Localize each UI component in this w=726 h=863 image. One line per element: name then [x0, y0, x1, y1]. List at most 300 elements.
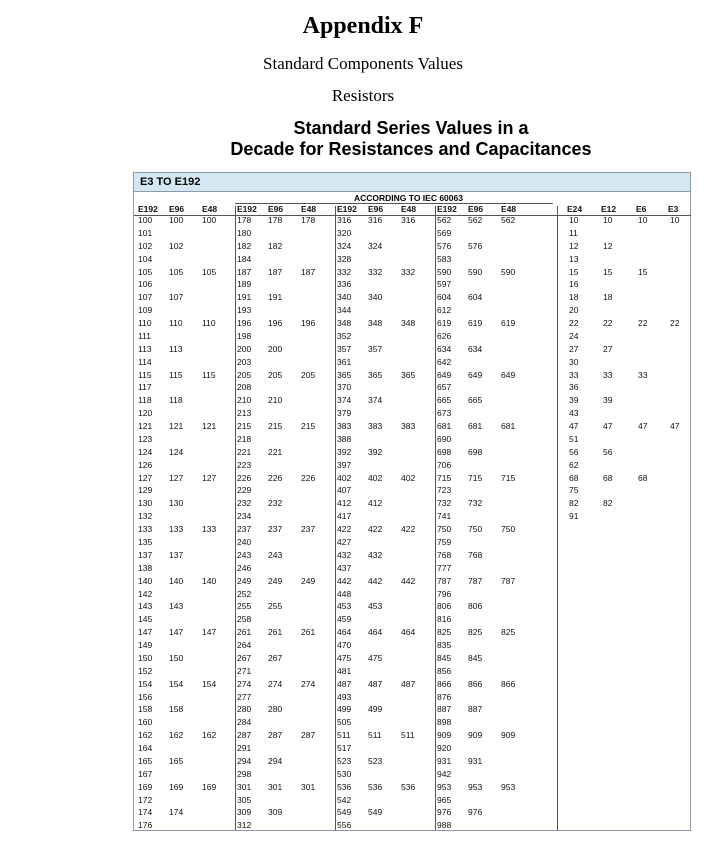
table-cell: 287 — [237, 730, 252, 741]
table-cell: 237 — [301, 524, 316, 535]
table-cell: 232 — [268, 498, 283, 509]
table-cell: 47 — [569, 421, 579, 432]
table-cell: 162 — [169, 730, 184, 741]
column-header-e6: E6 — [636, 204, 647, 214]
table-cell: 604 — [437, 292, 452, 303]
table-cell: 191 — [237, 292, 252, 303]
table-cell: 698 — [437, 446, 452, 457]
table-cell: 505 — [337, 717, 352, 728]
table-cell: 82 — [603, 498, 613, 509]
table-cell: 147 — [169, 627, 184, 638]
table-cell: 340 — [368, 292, 383, 303]
table-cell: 15 — [638, 266, 648, 277]
column-header-e96: E96 — [468, 204, 484, 214]
table-cell: 464 — [401, 627, 416, 638]
table-cell: 10 — [670, 215, 680, 225]
table-cell: 312 — [237, 820, 252, 831]
table-cell: 226 — [237, 472, 252, 483]
table-cell: 517 — [337, 743, 352, 754]
table-cell: 309 — [237, 807, 252, 818]
table-cell: 316 — [401, 215, 416, 225]
table-cell: 845 — [437, 652, 452, 663]
table-cell: 240 — [237, 537, 252, 547]
table-cell: 167 — [138, 768, 153, 779]
table-cell: 11 — [569, 227, 578, 238]
table-cell: 264 — [237, 640, 252, 651]
table-cell: 47 — [638, 421, 648, 432]
table-cell: 301 — [237, 781, 252, 792]
table-cell: 612 — [437, 305, 452, 316]
table-cell: 249 — [301, 575, 316, 586]
table-banner — [134, 173, 690, 192]
table-cell: 590 — [437, 266, 452, 277]
table-cell: 816 — [437, 614, 452, 625]
table-cell: 835 — [437, 640, 452, 651]
table-cell: 158 — [138, 704, 153, 715]
table-cell: 348 — [401, 318, 416, 329]
table-cell: 750 — [437, 524, 452, 535]
table-cell: 324 — [337, 240, 352, 251]
table-cell: 988 — [437, 820, 452, 831]
table-cell: 619 — [501, 318, 516, 329]
table-cell: 388 — [337, 433, 352, 444]
table-cell: 634 — [437, 343, 452, 354]
table-cell: 665 — [437, 395, 452, 406]
table-cell: 562 — [501, 215, 516, 225]
table-cell: 759 — [437, 537, 452, 547]
table-cell: 75 — [569, 485, 579, 496]
table-cell: 138 — [138, 562, 153, 573]
table-cell: 39 — [569, 395, 579, 406]
table-cell: 499 — [368, 704, 383, 715]
table-cell: 118 — [169, 395, 183, 406]
table-cell: 261 — [268, 627, 283, 638]
table-cell: 549 — [337, 807, 352, 818]
table-cell: 806 — [437, 601, 452, 612]
table-cell: 953 — [468, 781, 483, 792]
table-cell: 132 — [138, 511, 153, 522]
table-cell: 121 — [169, 421, 184, 432]
table-cell: 117 — [138, 382, 152, 393]
table-cell: 530 — [337, 768, 352, 779]
table-cell: 165 — [169, 755, 184, 766]
table-cell: 113 — [169, 343, 183, 354]
table-cell: 124 — [169, 446, 184, 457]
table-cell: 953 — [501, 781, 516, 792]
table-cell: 976 — [468, 807, 483, 818]
table-cell: 33 — [603, 369, 613, 380]
table-cell: 511 — [368, 730, 382, 741]
table-cell: 825 — [468, 627, 483, 638]
table-cell: 255 — [237, 601, 252, 612]
table-cell: 115 — [169, 369, 183, 380]
table-cell: 203 — [237, 356, 252, 367]
table-cell: 569 — [437, 227, 452, 238]
table-cell: 475 — [368, 652, 383, 663]
table-cell: 15 — [569, 266, 579, 277]
table-cell: 332 — [368, 266, 383, 277]
table-cell: 246 — [237, 562, 252, 573]
column-header-e192: E192 — [138, 204, 158, 214]
table-cell: 604 — [468, 292, 483, 303]
column-divider-3 — [435, 206, 436, 830]
table-cell: 215 — [301, 421, 316, 432]
table-cell: 154 — [202, 678, 217, 689]
column-header-e48: E48 — [401, 204, 417, 214]
table-cell: 442 — [401, 575, 416, 586]
table-cell: 47 — [670, 421, 680, 432]
column-header-e192: E192 — [237, 204, 257, 214]
table-cell: 18 — [603, 292, 613, 303]
table-cell: 412 — [368, 498, 383, 509]
table-cell: 91 — [569, 511, 579, 522]
table-cell: 374 — [368, 395, 383, 406]
table-cell: 442 — [368, 575, 383, 586]
table-cell: 226 — [268, 472, 283, 483]
table-cell: 142 — [138, 588, 153, 599]
table-cell: 114 — [138, 356, 152, 367]
table-cell: 33 — [569, 369, 579, 380]
table-cell: 68 — [638, 472, 648, 483]
table-cell: 590 — [468, 266, 483, 277]
table-cell: 523 — [337, 755, 352, 766]
table-cell: 590 — [501, 266, 516, 277]
table-cell: 690 — [437, 433, 452, 444]
table-cell: 30 — [569, 356, 579, 367]
column-header-e24: E24 — [567, 204, 583, 214]
table-cell: 681 — [468, 421, 483, 432]
table-cell: 150 — [138, 652, 153, 663]
table-cell: 475 — [337, 652, 352, 663]
table-cell: 147 — [202, 627, 217, 638]
table-cell: 481 — [337, 665, 352, 676]
table-cell: 787 — [501, 575, 516, 586]
table-cell: 106 — [138, 279, 153, 290]
table-cell: 392 — [368, 446, 383, 457]
table-cell: 178 — [268, 215, 283, 225]
table-cell: 953 — [437, 781, 452, 792]
table-cell: 320 — [337, 227, 352, 238]
table-cell: 104 — [138, 253, 153, 264]
table-cell: 33 — [638, 369, 648, 380]
table-cell: 931 — [437, 755, 452, 766]
table-cell: 22 — [638, 318, 648, 329]
table-cell: 243 — [237, 549, 252, 560]
table-cell: 133 — [169, 524, 184, 535]
table-cell: 316 — [368, 215, 383, 225]
table-cell: 160 — [138, 717, 153, 728]
table-cell: 619 — [437, 318, 452, 329]
table-cell: 332 — [401, 266, 416, 277]
column-header-e48: E48 — [301, 204, 317, 214]
table-cell: 164 — [138, 743, 153, 754]
table-cell: 493 — [337, 691, 352, 702]
table-cell: 13 — [569, 253, 579, 264]
table-cell: 229 — [237, 485, 252, 496]
table-cell: 464 — [368, 627, 383, 638]
table-cell: 135 — [138, 537, 153, 547]
table-cell: 130 — [169, 498, 184, 509]
table-cell: 453 — [368, 601, 383, 612]
table-cell: 649 — [437, 369, 452, 380]
table-cell: 115 — [202, 369, 216, 380]
table-cell: 487 — [401, 678, 416, 689]
table-cell: 357 — [337, 343, 352, 354]
table-cell: 787 — [437, 575, 452, 586]
table-heading-line-1: Standard Series Values in a — [293, 118, 529, 138]
table-cell: 422 — [368, 524, 383, 535]
table-cell: 673 — [437, 408, 452, 419]
table-cell: 942 — [437, 768, 452, 779]
table-cell: 107 — [169, 292, 184, 303]
table-cell: 715 — [468, 472, 483, 483]
table-cell: 383 — [337, 421, 352, 432]
table-cell: 20 — [569, 305, 579, 316]
table-cell: 18 — [569, 292, 579, 303]
table-cell: 806 — [468, 601, 483, 612]
table-cell: 825 — [501, 627, 516, 638]
table-cell: 723 — [437, 485, 452, 496]
table-cell: 187 — [237, 266, 252, 277]
table-cell: 100 — [138, 215, 153, 225]
table-cell: 909 — [468, 730, 483, 741]
table-cell: 562 — [437, 215, 452, 225]
table-cell: 576 — [437, 240, 452, 251]
table-cell: 267 — [237, 652, 252, 663]
page-subtitle: Standard Components Values — [263, 54, 463, 73]
table-cell: 145 — [138, 614, 153, 625]
table-cell: 298 — [237, 768, 252, 779]
table-cell: 459 — [337, 614, 352, 625]
table-cell: 665 — [468, 395, 483, 406]
table-cell: 750 — [501, 524, 516, 535]
table-cell: 110 — [138, 318, 152, 329]
table-cell: 12 — [569, 240, 579, 251]
table-cell: 22 — [670, 318, 680, 329]
table-cell: 698 — [468, 446, 483, 457]
table-cell: 68 — [603, 472, 613, 483]
table-cell: 68 — [569, 472, 579, 483]
table-cell: 825 — [437, 627, 452, 638]
table-cell: 174 — [138, 807, 153, 818]
table-cell: 22 — [603, 318, 613, 329]
table-cell: 210 — [237, 395, 252, 406]
table-cell: 189 — [237, 279, 252, 290]
table-cell: 169 — [138, 781, 153, 792]
table-cell: 619 — [468, 318, 483, 329]
table-cell: 261 — [237, 627, 252, 638]
table-cell: 237 — [268, 524, 283, 535]
table-cell: 140 — [202, 575, 217, 586]
table-cell: 82 — [569, 498, 579, 509]
table-cell: 255 — [268, 601, 283, 612]
table-cell: 365 — [368, 369, 383, 380]
table-cell: 511 — [337, 730, 351, 741]
table-cell: 365 — [401, 369, 416, 380]
table-cell: 379 — [337, 408, 352, 419]
column-header-e192: E192 — [437, 204, 457, 214]
table-cell: 162 — [138, 730, 153, 741]
table-cell: 154 — [138, 678, 153, 689]
table-cell: 965 — [437, 794, 452, 805]
table-cell: 62 — [569, 459, 579, 470]
table-cell: 51 — [569, 433, 579, 444]
table-cell: 856 — [437, 665, 452, 676]
table-cell: 383 — [368, 421, 383, 432]
table-cell: 193 — [237, 305, 252, 316]
table-cell: 301 — [301, 781, 316, 792]
table-cell: 427 — [337, 537, 352, 547]
column-header-e96: E96 — [169, 204, 185, 214]
table-cell: 626 — [437, 330, 452, 341]
table-cell: 741 — [437, 511, 452, 522]
table-cell: 453 — [337, 601, 352, 612]
table-cell: 657 — [437, 382, 452, 393]
table-cell: 499 — [337, 704, 352, 715]
table-cell: 196 — [301, 318, 316, 329]
table-cell: 374 — [337, 395, 352, 406]
table-cell: 109 — [138, 305, 153, 316]
table-cell: 15 — [603, 266, 613, 277]
table-cell: 348 — [368, 318, 383, 329]
table-cell: 182 — [237, 240, 252, 251]
table-cell: 412 — [337, 498, 352, 509]
table-cell: 464 — [337, 627, 352, 638]
table-cell: 392 — [337, 446, 352, 457]
table-cell: 102 — [169, 240, 184, 251]
table-cell: 909 — [437, 730, 452, 741]
table-cell: 448 — [337, 588, 352, 599]
table-cell: 100 — [169, 215, 184, 225]
table-cell: 357 — [368, 343, 383, 354]
table-cell: 487 — [337, 678, 352, 689]
table-cell: 556 — [337, 820, 352, 831]
table-cell: 126 — [138, 459, 153, 470]
table-cell: 234 — [237, 511, 252, 522]
column-header-e48: E48 — [501, 204, 517, 214]
table-cell: 432 — [368, 549, 383, 560]
table-cell: 152 — [138, 665, 153, 676]
table-cell: 200 — [268, 343, 283, 354]
table-cell: 284 — [237, 717, 252, 728]
table-cell: 196 — [237, 318, 252, 329]
table-cell: 796 — [437, 588, 452, 599]
table-cell: 866 — [468, 678, 483, 689]
page-title: Appendix F — [302, 13, 424, 39]
table-cell: 156 — [138, 691, 153, 702]
table-cell: 305 — [237, 794, 252, 805]
table-cell: 649 — [468, 369, 483, 380]
table-cell: 226 — [301, 472, 316, 483]
table-cell: 178 — [237, 215, 252, 225]
table-cell: 422 — [401, 524, 416, 535]
table-cell: 898 — [437, 717, 452, 728]
table-cell: 332 — [337, 266, 352, 277]
table-cell: 768 — [468, 549, 483, 560]
table-cell: 243 — [268, 549, 283, 560]
table-cell: 27 — [569, 343, 579, 354]
table-cell: 102 — [138, 240, 153, 251]
table-cell: 931 — [468, 755, 483, 766]
table-cell: 210 — [268, 395, 283, 406]
table-cell: 213 — [237, 408, 252, 419]
table-cell: 336 — [337, 279, 352, 290]
table-cell: 866 — [437, 678, 452, 689]
table-cell: 123 — [138, 433, 153, 444]
table-cell: 205 — [268, 369, 283, 380]
table-cell: 523 — [368, 755, 383, 766]
table-cell: 133 — [138, 524, 153, 535]
table-cell: 12 — [603, 240, 613, 251]
column-header-e192: E192 — [337, 204, 357, 214]
table-cell: 198 — [237, 330, 252, 341]
table-cell: 280 — [268, 704, 283, 715]
table-cell: 287 — [301, 730, 316, 741]
table-cell: 432 — [337, 549, 352, 560]
table-cell: 169 — [169, 781, 184, 792]
table-cell: 397 — [337, 459, 352, 470]
table-cell: 536 — [401, 781, 416, 792]
table-cell: 150 — [169, 652, 184, 663]
table-cell: 101 — [138, 227, 153, 238]
table-cell: 174 — [169, 807, 184, 818]
table-cell: 715 — [437, 472, 452, 483]
table-cell: 140 — [138, 575, 153, 586]
table-cell: 402 — [368, 472, 383, 483]
table-cell: 180 — [237, 227, 252, 238]
table-cell: 361 — [337, 356, 352, 367]
table-cell: 143 — [169, 601, 184, 612]
table-cell: 274 — [301, 678, 316, 689]
table-cell: 787 — [468, 575, 483, 586]
table-cell: 36 — [569, 382, 579, 393]
table-heading-line-2: Decade for Resistances and Capacitances — [230, 139, 592, 159]
table-cell: 642 — [437, 356, 452, 367]
table-cell: 866 — [501, 678, 516, 689]
table-cell: 187 — [268, 266, 283, 277]
table-cell: 184 — [237, 253, 252, 264]
table-cell: 732 — [468, 498, 483, 509]
section-title: Resistors — [331, 86, 395, 105]
table-cell: 511 — [401, 730, 415, 741]
table-cell: 634 — [468, 343, 483, 354]
table-cell: 348 — [337, 318, 352, 329]
table-cell: 976 — [437, 807, 452, 818]
table-cell: 274 — [268, 678, 283, 689]
table-cell: 252 — [237, 588, 252, 599]
table-cell: 549 — [368, 807, 383, 818]
table-cell: 920 — [437, 743, 452, 754]
column-header-e96: E96 — [368, 204, 384, 214]
table-cell: 536 — [368, 781, 383, 792]
table-cell: 267 — [268, 652, 283, 663]
table-cell: 178 — [301, 215, 316, 225]
table-cell: 301 — [268, 781, 283, 792]
table-cell: 10 — [603, 215, 613, 225]
table-cell: 294 — [237, 755, 252, 766]
table-cell: 277 — [237, 691, 252, 702]
table-cell: 402 — [401, 472, 416, 483]
table-cell: 370 — [337, 382, 352, 393]
table-cell: 137 — [138, 549, 153, 560]
table-cell: 127 — [202, 472, 217, 483]
table-cell: 140 — [169, 575, 184, 586]
table-cell: 232 — [237, 498, 252, 509]
table-cell: 191 — [268, 292, 283, 303]
table-cell: 542 — [337, 794, 352, 805]
table-cell: 133 — [202, 524, 217, 535]
table-cell: 110 — [169, 318, 183, 329]
